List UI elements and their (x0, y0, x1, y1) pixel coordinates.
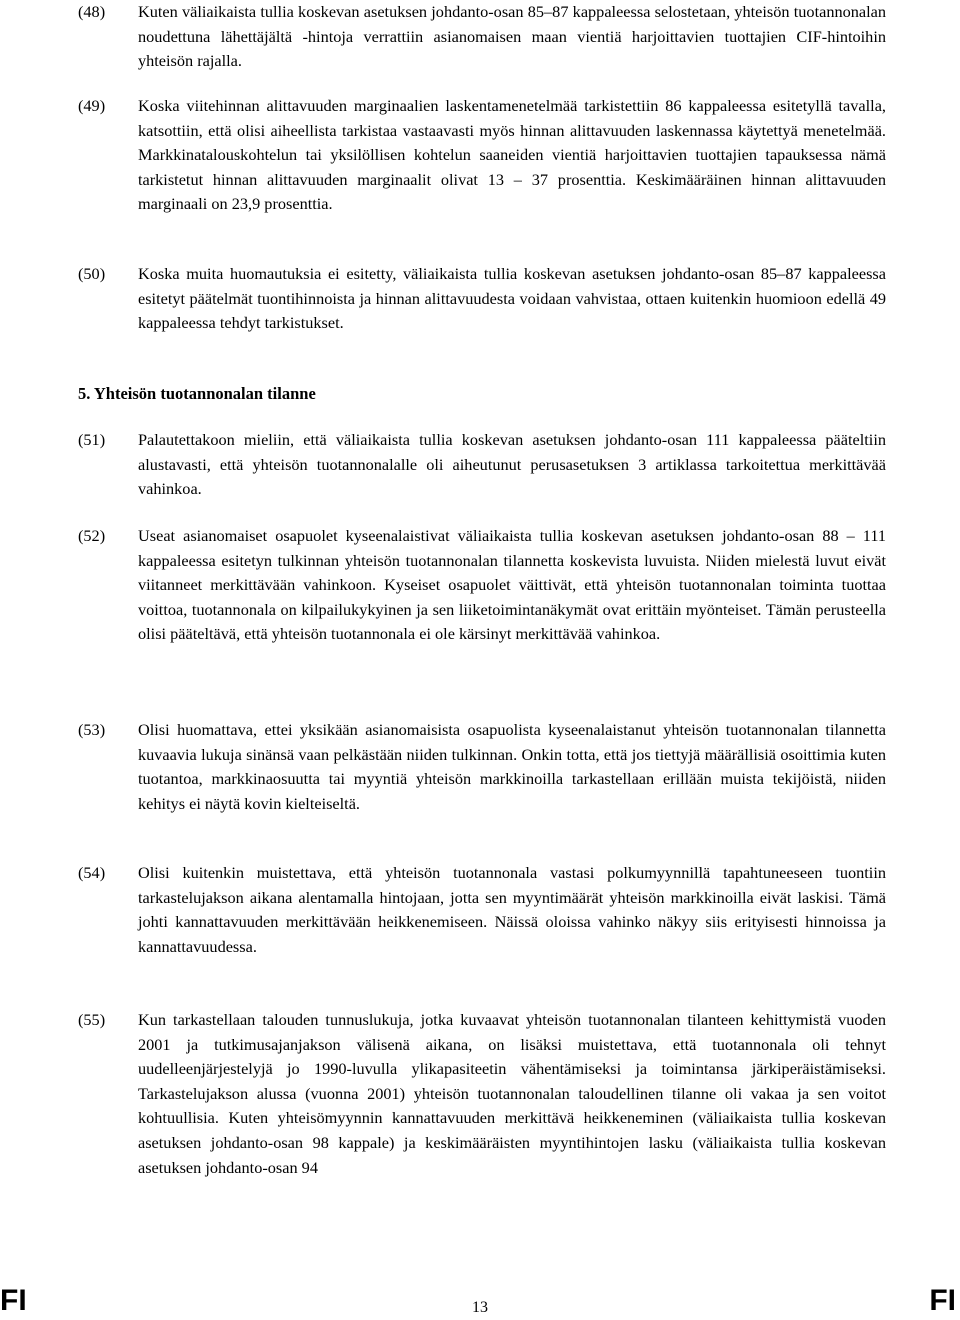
paragraph-53 (78, 718, 886, 816)
paragraph-number: (53) (78, 720, 106, 739)
page-number: 13 (472, 1299, 488, 1316)
paragraph-text: Olisi huomattava, ettei yksikään asianomaisista osapuolista kyseenalaistanut yhteisön tuotannonalan tilannetta kuvaavia lukuja sinänsä vaan pelkästään niiden tulkinnan. Onkin totta, että jos tiettyjä määrällisiä osoittimia kuten tuotantoa, markkinaosuutta tai myyntiä yhteisön markkinoilla tarkastellaan erillään muista tekijöistä, niiden kehitys ei näytä kovin kielteiseltä. (138, 720, 886, 813)
paragraph-number: (50) (78, 264, 106, 283)
paragraph-48 (78, 0, 886, 74)
paragraph-49 (78, 94, 886, 217)
section-heading: 5. Yhteisön tuotannonalan tilanne (78, 384, 316, 403)
paragraph-52 (78, 524, 886, 647)
footer-language-left: FI (0, 1284, 27, 1317)
paragraph-50 (78, 262, 886, 336)
paragraph-text: Kuten väliaikaista tullia koskevan asetuksen johdanto-osan 85–87 kappaleessa selostetaan, yhteisön tuotannonalan noudettuna lähettäjältä -hintoja verrattiin asianomaisen maan vientiä harjoittavien tuottajien CIF-hintoihin yhteisön rajalla. (138, 2, 886, 71)
paragraph-text: Useat asianomaiset osapuolet kyseenalaistivat väliaikaista tullia koskevan asetuksen johdanto-osan 88 – 111 kappaleessa esitetyn tulkinnan yhteisön tuotannonalan tilannetta koskevista luvuista. Niiden mielestä luvut eivät viitanneet merkittävään vahinkoon. Kyseiset osapuolet väittivät, että yhteisön tuotannonalan toiminta tuottaa voittoa, tuotannonala on kilpailukykyinen ja sen liiketoimintanäkymät ovat erittäin myönteiset. Tämän perusteella olisi pääteltävä, että yhteisön tuotannonala ei ole kärsinyt merkittävää vahinkoa. (138, 526, 886, 644)
paragraph-54 (78, 861, 886, 959)
paragraph-number: (48) (78, 2, 106, 21)
paragraph-number: (55) (78, 1010, 106, 1029)
paragraph-55 (78, 1008, 886, 1180)
paragraph-number: (51) (78, 430, 106, 449)
paragraph-number: (49) (78, 96, 106, 115)
footer-language-right: FI (929, 1284, 956, 1317)
paragraph-51 (78, 428, 886, 502)
paragraph-text: Palautettakoon mieliin, että väliaikaista tullia koskevan asetuksen johdanto-osan 111 kappaleessa pääteltiin alustavasti, että yhteisön tuotannonalalle oli aiheutunut perusasetuksen 3 artiklassa tarkoitettua merkittävää vahinkoa. (138, 430, 886, 499)
paragraph-text: Kun tarkastellaan talouden tunnuslukuja, jotka kuvaavat yhteisön tuotannonalan tilanteen kehittymistä vuoden 2001 ja tutkimusajanjakson välisenä aikana, on lisäksi muistettava, että tuotannonala oli tehnyt uudelleenjärjestelyjä jo 1990-luvulla ylikapasiteetin vähentämiseksi ja toimintansa järkiperäistämiseksi. Tarkastelujakson alussa (vuonna 2001) yhteisön tuotannonalan taloudellinen tilanne oli vakaa ja sen voitot kohtuullisia. Kuten yhteisömyynnin kannattavuuden merkittävä heikkeneminen (väliaikaista tullia koskevan asetuksen johdanto-osan 98 kappale) ja keskimääräisten myyntihintojen lasku (väliaikaista tullia koskevan asetuksen johdanto-osan 94 (138, 1010, 886, 1177)
paragraph-text: Koska viitehinnan alittavuuden marginaalien laskentamenetelmää tarkistettiin 86 kappaleessa esitetyllä tavalla, katsottiin, että olisi aiheellista tarkistaa vastaavasti myös hinnan alittavuuden laskennassa käytettyä menetelmää. Markkinatalouskohtelun tai yksilöllisen kohtelun saaneiden vientiä harjoittavien tuottajien tapauksessa nämä tarkistetut hinnan alittavuuden marginaalit olivat 13 – 37 prosenttia. Keskimääräinen hinnan alittavuuden marginaali on 23,9 prosenttia. (138, 96, 886, 214)
paragraph-text: Koska muita huomautuksia ei esitetty, väliaikaista tullia koskevan asetuksen johdanto-osan 85–87 kappaleessa esitetyt päätelmät tuontihinnoista ja hinnan alittavuudesta voidaan vahvistaa, ottaen kuitenkin huomioon edellä 49 kappaleessa tehdyt tarkistukset. (138, 264, 886, 333)
paragraph-number: (52) (78, 526, 106, 545)
paragraph-number: (54) (78, 863, 106, 882)
paragraph-text: Olisi kuitenkin muistettava, että yhteisön tuotannonala vastasi polkumyynnillä tapahtuneeseen tuontiin tarkastelujakson aikana alentamalla hintojaan, jotta sen myyntimäärät yhteisön markkinoilla eivät laskisi. Tämä johti kannattavuuden merkittävään heikkenemiseen. Näissä oloissa vahinko näkyy siis erityisesti hinnoissa ja kannattavuudessa. (138, 863, 886, 956)
